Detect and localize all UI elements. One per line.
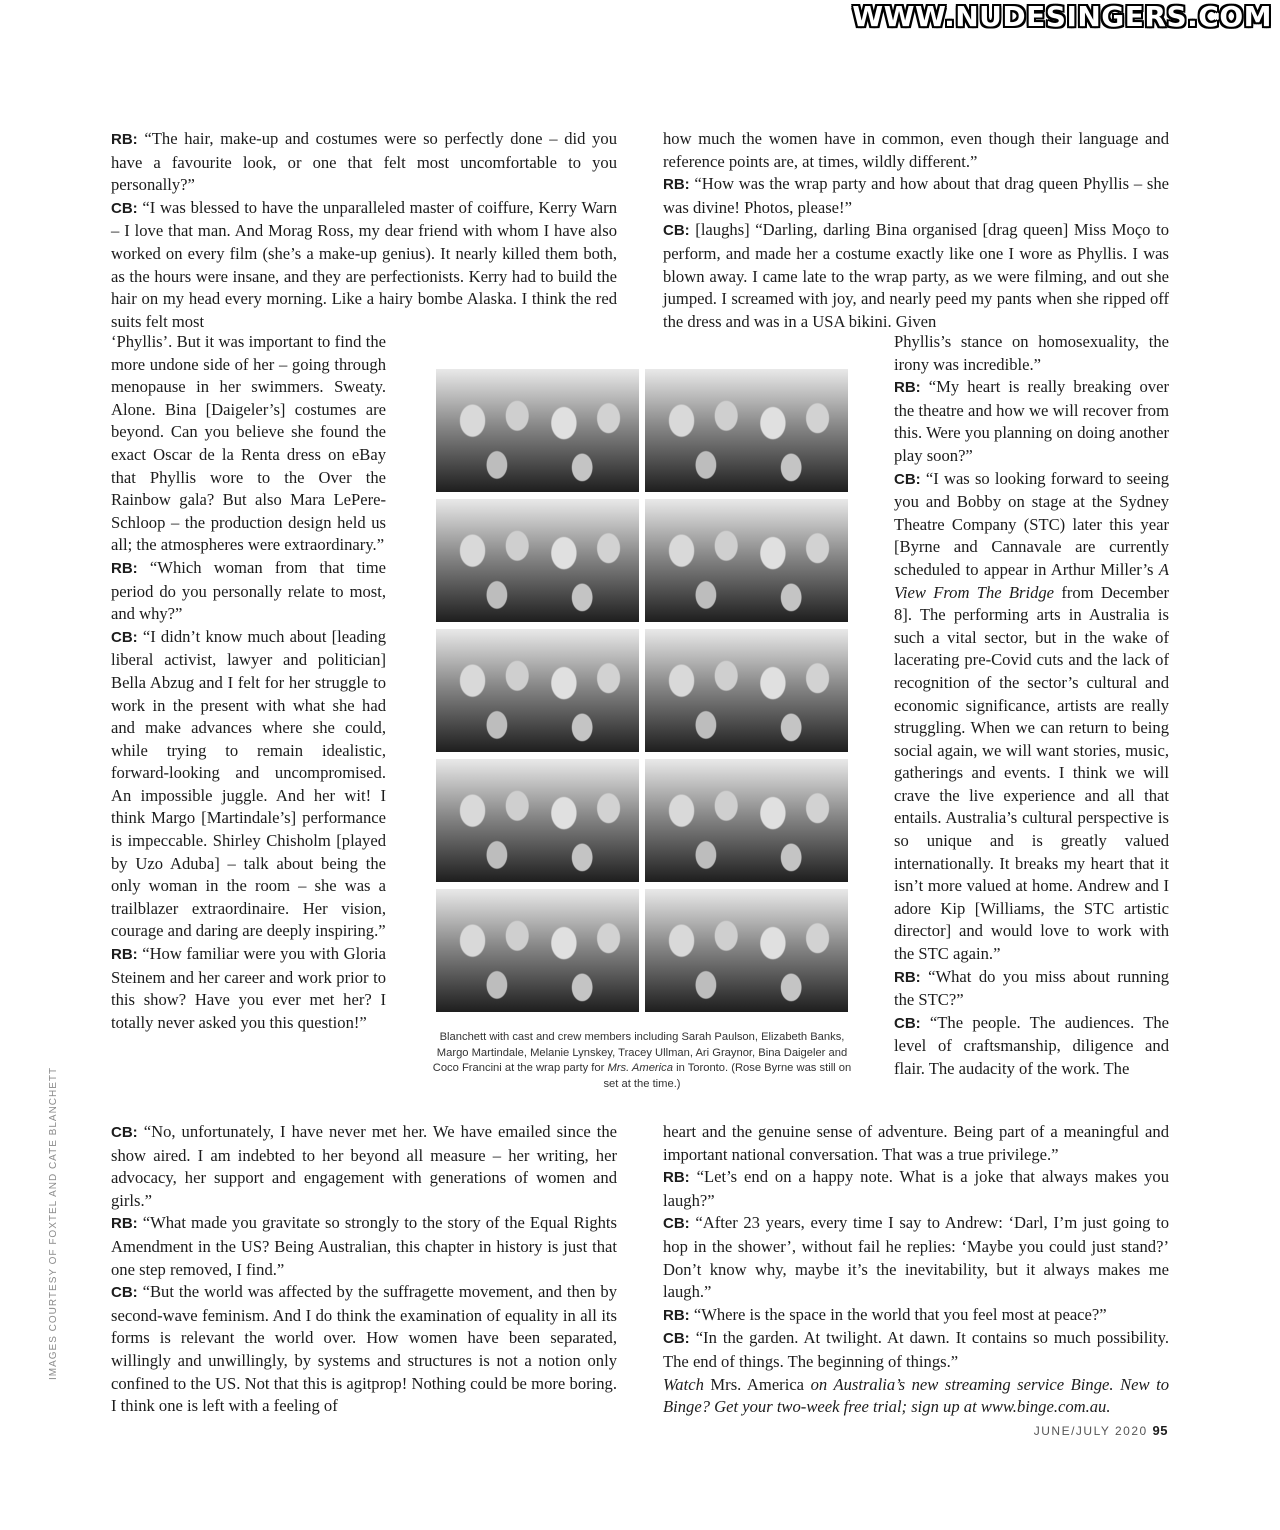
question-text: “How familiar were you with Gloria Steinem and her career and work prior to this show? Have you ever met her? I totally never asked you this question!”	[111, 944, 386, 1032]
wrap-party-photo-4	[645, 499, 848, 622]
page-footer	[1034, 1423, 1168, 1438]
wrap-party-photo-5	[436, 629, 639, 752]
wrap-party-photo-8	[645, 759, 848, 882]
right-block-narrow	[894, 331, 1169, 1081]
answer-text: ‘Phyllis’. But it was important to find the more undone side of her – going through menopause in her swimmers. Sweaty. Alone. Bina [Daigeler’s] costumes are beyond. Can you believe she found the exact Oscar de la Renta dress on eBay that Phyllis wore to the Over the Rainbow gala? But also Mara LePere-Schloop – the production design held us all; the atmospheres were extraordinary.”	[111, 332, 386, 555]
left-block-narrow	[111, 331, 386, 1034]
left-block-top	[111, 128, 617, 333]
speaker-cb: CB:	[663, 1330, 690, 1348]
wrap-party-photo-10	[645, 889, 848, 1012]
right-block-bottom	[663, 1121, 1169, 1419]
speaker-cb: CB:	[111, 628, 138, 646]
question-text: “Which woman from that time period do you personally relate to most, and why?”	[111, 557, 386, 624]
wrap-party-photo-6	[645, 629, 848, 752]
answer-text: “I was blessed to have the unparalleled master of coiffure, Kerry Warn – I love that man. And Morag Ross, my dear friend with whom I have also worked on every film (she’s a make-up genius). It nearly killed them both, as the hours were insane, and they are perfectionists. Kerry had to build the hair on my head every morning. Like a hairy bombe Alaska. I think the red suits felt most	[111, 197, 617, 331]
speaker-rb: RB:	[894, 968, 921, 986]
speaker-rb: RB:	[111, 1215, 138, 1233]
question-text: “What do you miss about running the STC?”	[894, 966, 1169, 1010]
caption-tail: in Toronto. (Rose Byrne was still on set at the time.)	[603, 1062, 852, 1090]
photo-caption	[432, 1030, 852, 1092]
speaker-cb: CB:	[663, 222, 690, 240]
answer-text: “But the world was affected by the suffragette movement, and then by second-wave feminism. And I do think the examination of equality in all its forms is relevant the world over. How women have been separated, willingly and unwillingly, by systems and structures is not a notion only confined to the US. Not that this is agitprop! Nothing could be more boring. I think one is left with a feeling of	[111, 1282, 617, 1416]
question-text: “My heart is really breaking over the theatre and how we will recover from this. Were you planning on doing another play soon?”	[894, 377, 1169, 465]
answer-text: “I didn’t know much about [leading liberal activist, lawyer and politician] Bella Abzug and I felt for her struggle to work in the present with what she had and make advances where she could, while trying to remain idealistic, forward-looking and uncompromised. An impossible juggle. And her wit! I think Margo [Martindale’s] performance is impeccable. Shirley Chisholm [played by Uzo Aduba] – talk about being the only woman in the room – she was a trailblazer extraordinaire. Her vision, courage and daring are deeply inspiring.”	[111, 626, 386, 941]
question-text: “What made you gravitate so strongly to the story of the Equal Rights Amendment in the US? Being Australian, this chapter in history is just that one step removed, I find.”	[111, 1213, 617, 1279]
page-number: 95	[1152, 1423, 1168, 1438]
answer-text: “In the garden. At twilight. At dawn. It contains so much possibility. The end of things. The beginning of things.”	[663, 1328, 1169, 1371]
answer-text: how much the women have in common, even though their language and reference points are, at times, wildly different.”	[663, 129, 1169, 171]
closing-show-title: Mrs. America	[710, 1374, 805, 1394]
wrap-party-photo-3	[436, 499, 639, 622]
speaker-rb: RB:	[894, 379, 921, 397]
speaker-cb: CB:	[111, 1284, 138, 1302]
answer-text: Phyllis’s stance on homosexuality, the irony was incredible.”	[894, 332, 1169, 374]
speaker-rb: RB:	[663, 176, 690, 194]
speaker-cb: CB:	[894, 470, 921, 488]
image-credit: IMAGES COURTESY OF FOXTEL AND CATE BLANCHETT	[48, 1066, 59, 1380]
wrap-party-photo-9	[436, 889, 639, 1012]
speaker-cb: CB:	[894, 1014, 921, 1032]
speaker-rb: RB:	[111, 946, 138, 964]
photo-booth-strips	[436, 369, 848, 1012]
question-text: “Let’s end on a happy note. What is a joke that always makes you laugh?”	[663, 1167, 1170, 1210]
answer-text: from December 8]. The performing arts in Australia is such a vital sector, but in the wake of lacerating pre-Covid cuts and the lack of recognition of the sector’s cultural and economic significance, artists are really struggling. When we can return to being social again, we will want stories, music, gatherings and events. I think we will crave the live experience and all that entails. Australia’s cultural perspective is so unique and is greatly valued internationally. It breaks my heart that it isn’t more valued at home. Andrew and I adore Kip [Williams, the STC artistic director] and would love to work with the STC again.”	[894, 582, 1169, 964]
speaker-rb: RB:	[111, 559, 138, 577]
speaker-rb: RB:	[663, 1306, 690, 1324]
speaker-rb: RB:	[111, 131, 138, 148]
wrap-party-photo-1	[436, 369, 639, 492]
issue-date: JUNE/JULY 2020	[1033, 1424, 1148, 1438]
question-text: “The hair, make-up and costumes were so perfectly done – did you have a favourite look, or one that felt most uncomfortable to you personally?”	[111, 129, 617, 195]
answer-text: “No, unfortunately, I have never met her. We have emailed since the show aired. I am indebted to her beyond all measure – her writing, her advocacy, her support and engagement with generations of women and girls.”	[111, 1122, 617, 1210]
wrap-party-photo-7	[436, 759, 639, 882]
play-title: A View From The Bridge	[894, 559, 1170, 602]
answer-text: “I was so looking forward to seeing you and Bobby on stage at the Sydney Theatre Company (STC) later this year [Byrne and Cannavale are currently scheduled to appear in Arthur Miller’s	[894, 468, 1169, 579]
question-text: “Where is the space in the world that you feel most at peace?”	[693, 1304, 1107, 1324]
site-watermark: WWW.NUDESINGERS.COM	[852, 0, 1272, 33]
answer-text: [laughs] “Darling, darling Bina organised [drag queen] Miss Moço to perform, and made her a costume exactly like one I wore as Phyllis. I was blown away. I came late to the wrap party, as we were filming, and out she jumped. I screamed with joy, and nearly peed my pants when she ripped off the dress and was in a USA bikini. Given	[663, 220, 1169, 331]
caption-text: Blanchett with cast and crew members including Sarah Paulson, Elizabeth Banks, Margo Martindale, Melanie Lynskey, Tracey Ullman, Ari Graynor, Bina Daigeler and Coco Francini at the wrap party for	[432, 1031, 848, 1074]
answer-text: heart and the genuine sense of adventure. Being part of a meaningful and important national conversation. That was a true privilege.”	[663, 1122, 1169, 1164]
answer-text: “The people. The audiences. The level of craftsmanship, diligence and flair. The audacity of the work. The	[894, 1012, 1169, 1078]
closing-note-tail: on Australia’s new streaming service Binge. New to Binge? Get your two-week free trial; sign up at www.binge.com.au.	[663, 1374, 1170, 1417]
wrap-party-photo-2	[645, 369, 848, 492]
right-block-top	[663, 128, 1169, 333]
speaker-cb: CB:	[111, 1124, 138, 1141]
speaker-rb: RB:	[663, 1169, 690, 1187]
left-block-bottom	[111, 1121, 617, 1418]
answer-text: “After 23 years, every time I say to Andrew: ‘Darl, I’m just going to hop in the shower’, without fail he replies: ‘Maybe you could just stand?’ Don’t know why, maybe it’s the inevitability, but it always makes me laugh.”	[663, 1213, 1169, 1302]
speaker-cb: CB:	[111, 199, 138, 217]
closing-note: Watch	[663, 1374, 704, 1394]
caption-show-title: Mrs. America	[607, 1062, 673, 1074]
speaker-cb: CB:	[663, 1215, 690, 1233]
question-text: “How was the wrap party and how about that drag queen Phyllis – she was divine! Photos, please!”	[663, 174, 1169, 217]
